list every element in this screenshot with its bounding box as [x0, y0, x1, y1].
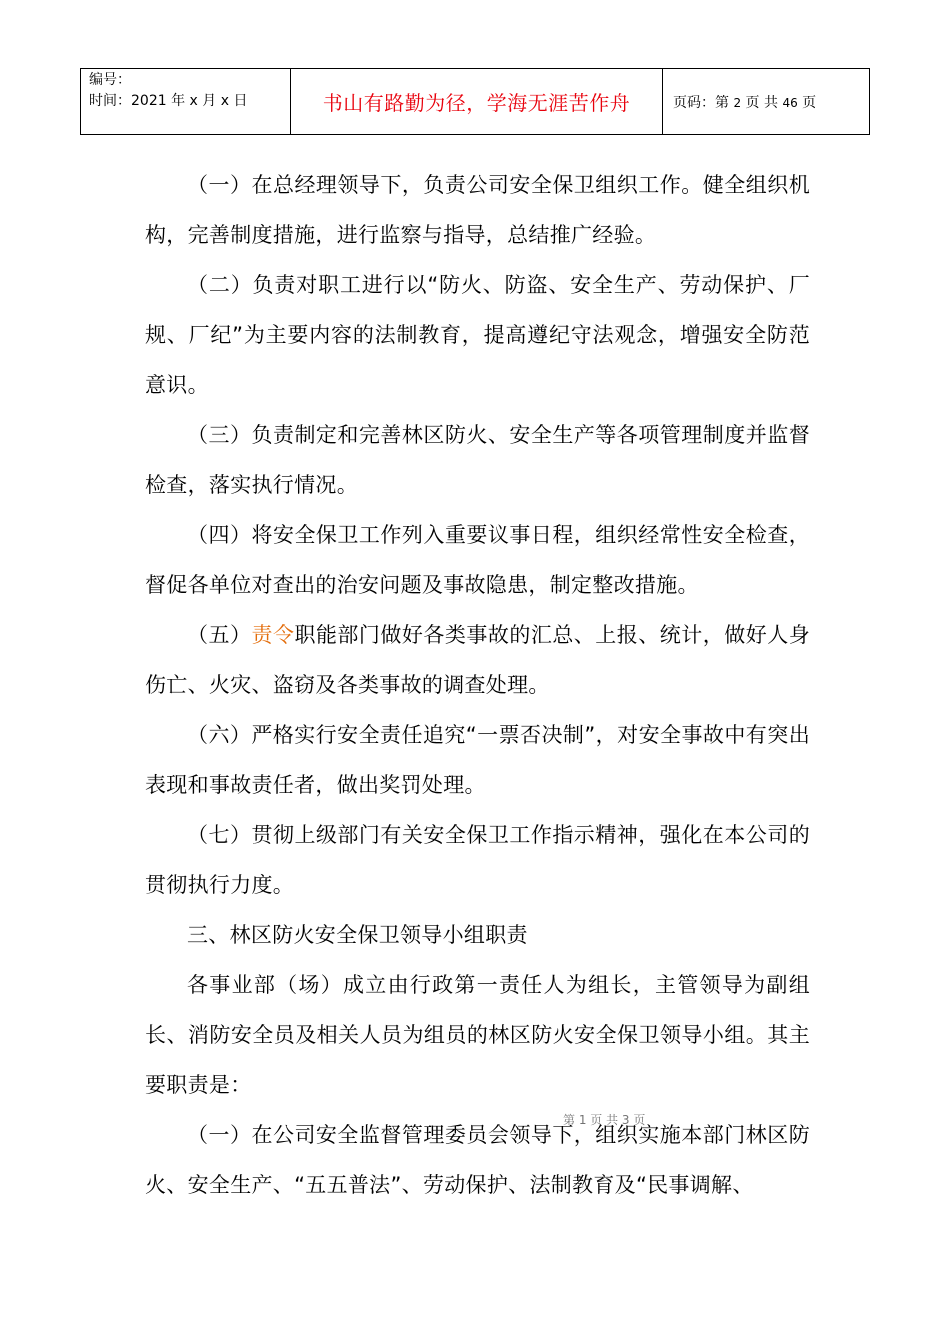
paragraph-3: （三）负责制定和完善林区防火、安全生产等各项管理制度并监督检查，落实执行情况。	[145, 423, 810, 497]
page-prefix: 页码：第	[673, 94, 734, 111]
header-motto: 书山有路勤为径，学海无涯苦作舟	[291, 69, 663, 135]
overlapping-page-footer: 第 1 页 共 3 页	[563, 1113, 646, 1127]
page-middle: 页 共	[741, 94, 783, 111]
page-suffix: 页	[797, 94, 817, 111]
document-date-label: 时间：2021 年 x 月 x 日	[89, 93, 248, 109]
highlighted-term: 责令	[251, 623, 295, 647]
header-page-indicator	[663, 69, 870, 135]
paragraph-6: （六）严格实行安全责任追究“一票否决制”，对安全事故中有突出表现和事故责任者，做出奖罚处理。	[145, 723, 810, 797]
paragraph-7: （七）贯彻上级部门有关安全保卫工作指示精神，强化在本公司的贯彻执行力度。	[145, 823, 810, 897]
paragraph-5	[145, 610, 810, 710]
page-total: 46	[782, 95, 798, 110]
header-info-cell	[81, 69, 291, 135]
section-heading: 三、林区防火安全保卫领导小组职责	[187, 923, 528, 947]
paragraph-5-start: （五）	[187, 623, 252, 647]
paragraph-10: （一）在公司安全监督管理委员会领导下，组织实施本部门林区防火、安全生产、“五五普法”、劳动保护、法制教育及“民事调解、	[145, 1123, 810, 1197]
paragraph-1: （一）在总经理领导下，负责公司安全保卫组织工作。健全组织机构，完善制度措施，进行监察与指导，总结推广经验。	[145, 173, 810, 247]
header-table	[80, 68, 870, 135]
paragraph-4: （四）将安全保卫工作列入重要议事日程，组织经常性安全检查，督促各单位对查出的治安问题及事故隐患，制定整改措施。	[145, 523, 810, 597]
paragraph-9: 各事业部（场）成立由行政第一责任人为组长，主管领导为副组长、消防安全员及相关人员为组员的林区防火安全保卫领导小组。其主要职责是：	[145, 973, 810, 1097]
paragraph-2: （二）负责对职工进行以“防火、防盗、安全生产、劳动保护、厂规、厂纪”为主要内容的法制教育，提高遵纪守法观念，增强安全防范意识。	[145, 273, 810, 397]
document-body	[145, 160, 810, 1210]
paragraph-5-rest: 职能部门做好各类事故的汇总、上报、统计，做好人身伤亡、火灾、盗窃及各类事故的调查处理。	[145, 623, 810, 697]
page-current: 2	[733, 95, 742, 110]
document-number-label: 编号：	[89, 72, 131, 88]
